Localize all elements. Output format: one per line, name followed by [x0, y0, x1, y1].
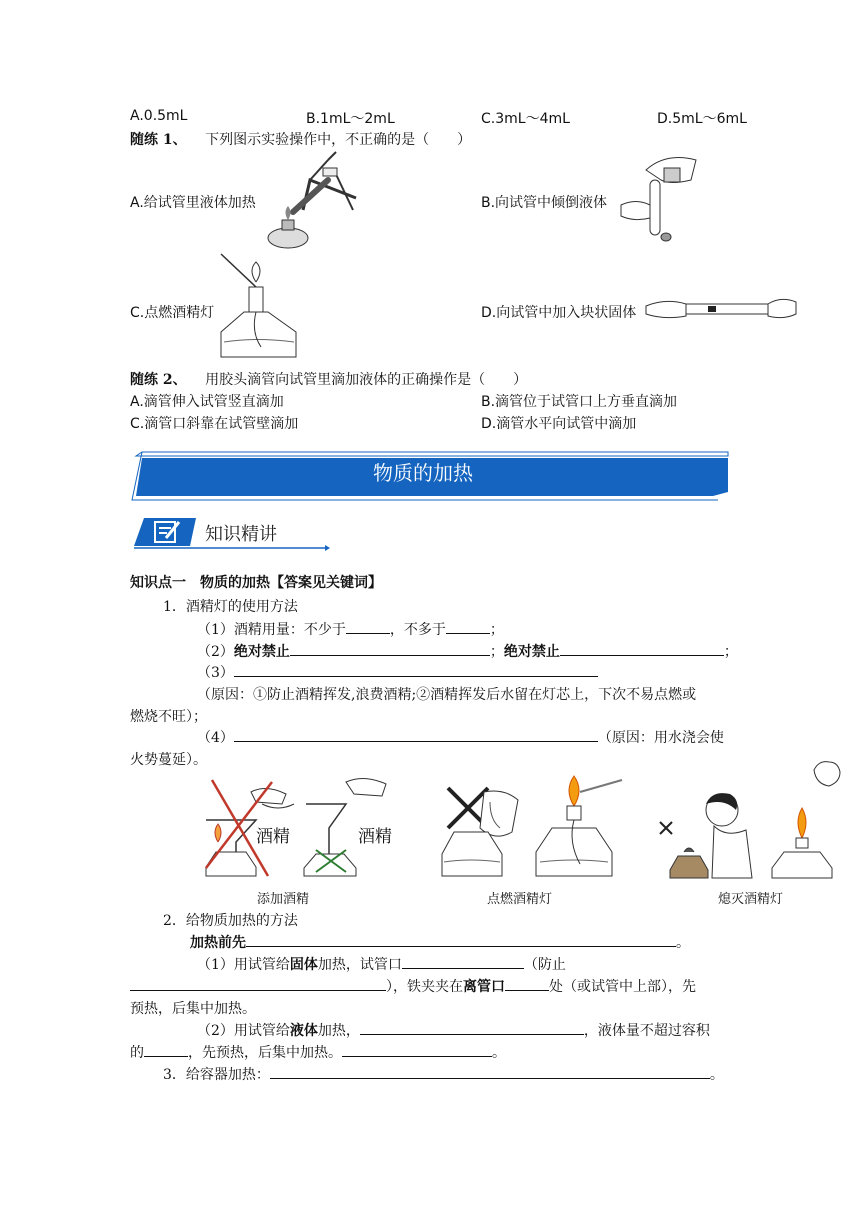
line4-reason: （原因：用水浇会使	[597, 730, 724, 746]
kp1-pre-heat	[190, 932, 690, 952]
kp1-reason1b: 燃烧不旺）；	[130, 709, 207, 725]
line1-text-c: ；	[489, 622, 504, 638]
liquid-text-c: 加热，	[317, 1023, 360, 1039]
blank[interactable]	[290, 641, 490, 656]
drill1-option-d: D.向试管中加入块状固体	[481, 305, 637, 321]
blank[interactable]	[402, 954, 524, 969]
liquid-text-f: ，先预热，后集中加热。	[188, 1045, 342, 1061]
kp1-item3	[163, 1064, 724, 1084]
kp1-reason1a: （原因：①防止酒精挥发,浪费酒精;②酒精挥发后水留在灯芯上，下次不易点燃或	[197, 687, 697, 703]
kp1-line4	[197, 727, 724, 747]
liquid-text-a: （2）用试管给	[197, 1023, 290, 1039]
line1-text-b: ，不多于	[389, 622, 446, 638]
kp1-note: 【答案见关键词】	[270, 575, 382, 591]
drill2-question	[130, 369, 527, 389]
blank[interactable]	[505, 976, 549, 991]
kp1-solid-line	[197, 954, 566, 974]
blank[interactable]	[234, 727, 598, 742]
drill1-label: 随练 1、	[130, 132, 187, 148]
solid-text-a: （1）用试管给	[197, 957, 290, 973]
item3-label: 3．给容器加热：	[163, 1067, 270, 1083]
heating-test-tube-illustration	[258, 150, 368, 250]
kp1-liquid-line2	[130, 1042, 506, 1062]
liquid-text-g: 。	[492, 1045, 506, 1061]
solid-keyword: 固体	[289, 957, 318, 973]
kp1-line2	[197, 641, 738, 661]
extinguishing-lamp-illustration	[654, 760, 844, 882]
liquid-text-d: ，液体量不超过容积	[583, 1023, 710, 1039]
kp1-line3	[197, 662, 598, 682]
kp1-line4-cont: 火势蔓延）。	[130, 752, 207, 768]
option-d: D.5mL～6mL	[657, 111, 747, 127]
option-c: C.3mL～4mL	[481, 111, 570, 127]
solid-text-c: 加热，试管口	[317, 957, 402, 973]
drill1-question	[130, 129, 471, 149]
blank[interactable]	[144, 1042, 188, 1057]
caption-add-alcohol: 添加酒精	[257, 892, 310, 907]
blank[interactable]	[360, 1020, 584, 1035]
line2-text-e: ；	[723, 644, 738, 660]
line2-forbid-2: 绝对禁止	[503, 644, 560, 660]
drill1-option-c: C.点燃酒精灯	[130, 305, 215, 321]
line2-text-a: （2）	[197, 644, 234, 660]
kp1-liquid-line	[197, 1020, 710, 1040]
solid-text-g: 处（或试管中上部），先	[549, 979, 696, 995]
drill2-label: 随练 2、	[130, 372, 187, 388]
kp1-item1: 1．酒精灯的使用方法	[163, 599, 298, 615]
line2-text-c: ；	[489, 644, 504, 660]
line4-text: （4）	[197, 730, 234, 746]
drill2-option-d: D.滴管水平向试管中滴加	[481, 416, 637, 432]
banner-title: 物质的加热	[373, 461, 473, 485]
edit-note-icon	[152, 518, 182, 544]
caption-extinguish-lamp: 熄灭酒精灯	[718, 892, 784, 907]
line3-text: （3）	[197, 665, 234, 681]
blank[interactable]	[342, 1042, 492, 1057]
drill1-option-b: B.向试管中倾倒液体	[481, 195, 608, 211]
blank[interactable]	[270, 1064, 710, 1079]
blank[interactable]	[130, 976, 386, 991]
drill2-text: 用胶头滴管向试管里滴加液体的正确操作是（ ）	[205, 372, 528, 388]
blank[interactable]	[234, 662, 598, 677]
option-a: A.0.5mL	[130, 108, 188, 124]
lighting-alcohol-lamp-illustration	[440, 772, 630, 880]
pouring-liquid-illustration	[616, 150, 706, 250]
pre-heat-end: 。	[676, 935, 690, 951]
caption-light-lamp: 点燃酒精灯	[487, 892, 553, 907]
blank[interactable]	[246, 932, 676, 947]
line2-forbid-1: 绝对禁止	[233, 644, 290, 660]
liquid-text-e: 的	[130, 1045, 144, 1061]
kp1-solid-line2	[130, 976, 696, 996]
wine-label-1: 酒精	[256, 827, 290, 847]
drill1-text: 下列图示实验操作中，不正确的是（ ）	[205, 132, 472, 148]
kp1-solid-line3: 预热，后集中加热。	[130, 1001, 256, 1017]
blank[interactable]	[446, 619, 490, 634]
lighting-lamp-illustration	[216, 252, 306, 362]
solid-text-d: （防止	[523, 957, 566, 973]
liquid-keyword: 液体	[289, 1023, 318, 1039]
option-b: B.1mL～2mL	[306, 111, 395, 127]
pre-heat-label: 加热前先	[190, 935, 246, 951]
blank[interactable]	[346, 619, 390, 634]
solid-text-e: ），铁夹夹在	[386, 979, 463, 995]
kp1-line1	[197, 619, 504, 639]
drill2-option-b: B.滴管位于试管口上方垂直滴加	[481, 394, 678, 410]
drill2-option-a: A.滴管伸入试管竖直滴加	[130, 394, 284, 410]
kp1-heading	[130, 572, 382, 592]
section-title: 知识精讲	[205, 524, 277, 545]
drill2-option-c: C.滴管口斜靠在试管壁滴加	[130, 416, 299, 432]
kp1-item2: 2．给物质加热的方法	[163, 913, 298, 929]
adding-solid-illustration	[646, 288, 796, 328]
kp1-title: 知识点一 物质的加热	[130, 575, 270, 591]
line1-text-a: （1）酒精用量：不少于	[197, 622, 346, 638]
blank[interactable]	[560, 641, 724, 656]
item3-end: 。	[709, 1067, 724, 1083]
wine-label-2: 酒精	[358, 827, 392, 847]
solid-keyword-2: 离管口	[463, 979, 505, 995]
drill1-option-a: A.给试管里液体加热	[130, 195, 256, 211]
